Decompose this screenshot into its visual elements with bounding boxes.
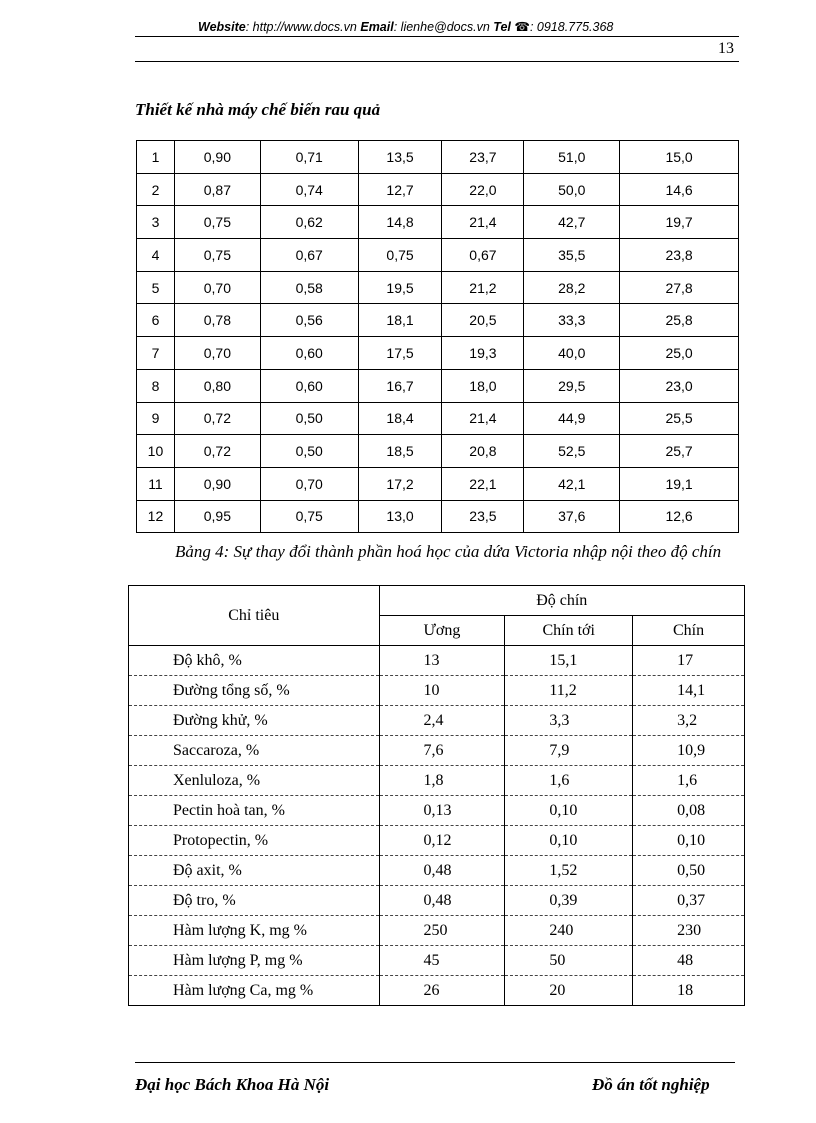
table-cell: 21,4: [442, 402, 524, 435]
table-cell: 0,75: [358, 239, 442, 272]
table-cell: 0,39: [505, 886, 633, 916]
table-cell: 42,7: [524, 206, 620, 239]
indicator-label: Hàm lượng Ca, mg %: [129, 976, 380, 1006]
email-value: : lienhe@docs.vn: [393, 20, 490, 34]
table-cell: 44,9: [524, 402, 620, 435]
table-cell: 7,6: [379, 736, 505, 766]
table-cell: 0,08: [633, 796, 745, 826]
document-subtitle: Thiết kế nhà máy chế biến rau quả: [135, 100, 381, 119]
table-cell: 1,8: [379, 766, 505, 796]
header-col-1: Chín tới: [505, 616, 633, 646]
table-row: [137, 369, 739, 402]
table-cell: 25,8: [620, 304, 739, 337]
indicator-label: Đường tổng số, %: [129, 676, 380, 706]
table-cell: 3,2: [633, 706, 745, 736]
table-cell: 250: [379, 916, 505, 946]
table-cell: 13,0: [358, 500, 442, 533]
table-cell: 0,10: [505, 826, 633, 856]
table-cell: 5: [137, 271, 175, 304]
table-cell: 19,7: [620, 206, 739, 239]
indicator-label: Saccaroza, %: [129, 736, 380, 766]
indicator-label: Độ tro, %: [129, 886, 380, 916]
table-cell: 27,8: [620, 271, 739, 304]
footer-rule: [135, 1062, 735, 1063]
table-caption: Bảng 4: Sự thay đổi thành phần hoá học của dứa Victoria nhập nội theo độ chín: [175, 542, 722, 561]
table-cell: 20,8: [442, 435, 524, 468]
table-cell: 20,5: [442, 304, 524, 337]
table-cell: 0,10: [633, 826, 745, 856]
table-cell: 0,50: [260, 435, 358, 468]
table-row: [129, 826, 745, 856]
header-col-0: Ương: [379, 616, 505, 646]
table-cell: 3,3: [505, 706, 633, 736]
tel-label: Tel: [493, 20, 511, 34]
table-cell: 0,95: [174, 500, 260, 533]
table-row: [137, 141, 739, 174]
table-cell: 0,75: [174, 206, 260, 239]
table-cell: 0,70: [174, 337, 260, 370]
table-cell: 14,8: [358, 206, 442, 239]
table-cell: 0,70: [174, 271, 260, 304]
table-cell: 10,9: [633, 736, 745, 766]
table-cell: 11,2: [505, 676, 633, 706]
data-table-2: [128, 585, 745, 1006]
data-table-1: [136, 140, 739, 533]
table-cell: 17: [633, 646, 745, 676]
table-row: [129, 886, 745, 916]
table-cell: 17,5: [358, 337, 442, 370]
table-cell: 0,67: [260, 239, 358, 272]
table-row: [137, 239, 739, 272]
table-cell: 0,78: [174, 304, 260, 337]
table-cell: 33,3: [524, 304, 620, 337]
indicator-label: Pectin hoà tan, %: [129, 796, 380, 826]
table-cell: 42,1: [524, 467, 620, 500]
table-cell: 0,60: [260, 337, 358, 370]
tel-value: : 0918.775.368: [529, 20, 614, 34]
table-cell: 18,4: [358, 402, 442, 435]
email-label: Email: [360, 20, 394, 34]
table-cell: 0,75: [174, 239, 260, 272]
table-cell: 21,4: [442, 206, 524, 239]
table-cell: 14,6: [620, 173, 739, 206]
table-cell: 14,1: [633, 676, 745, 706]
table-cell: 15,1: [505, 646, 633, 676]
table-cell: 50: [505, 946, 633, 976]
table-cell: 23,0: [620, 369, 739, 402]
table-cell: 8: [137, 369, 175, 402]
table-row: [129, 796, 745, 826]
website-label: Website: [198, 20, 246, 34]
table-cell: 9: [137, 402, 175, 435]
table-cell: 48: [633, 946, 745, 976]
table-cell: 37,6: [524, 500, 620, 533]
indicator-label: Độ axit, %: [129, 856, 380, 886]
page-number: 13: [718, 40, 734, 57]
table-cell: 1,6: [505, 766, 633, 796]
table-cell: 0,50: [633, 856, 745, 886]
table-cell: 0,72: [174, 435, 260, 468]
table-row: [137, 467, 739, 500]
table-cell: 0,90: [174, 467, 260, 500]
header-indicator: Chỉ tiêu: [129, 586, 380, 646]
table-row: [129, 706, 745, 736]
table-row: [129, 736, 745, 766]
table-cell: 7,9: [505, 736, 633, 766]
table-cell: 0,13: [379, 796, 505, 826]
table-row: [129, 976, 745, 1006]
table-cell: 1,52: [505, 856, 633, 886]
table-cell: 23,7: [442, 141, 524, 174]
table-cell: 52,5: [524, 435, 620, 468]
table-cell: 0,67: [442, 239, 524, 272]
table-row: [137, 337, 739, 370]
table-row: [129, 646, 745, 676]
table-cell: 240: [505, 916, 633, 946]
phone-icon: ☎: [514, 20, 530, 34]
table-cell: 13: [379, 646, 505, 676]
table-cell: 2,4: [379, 706, 505, 736]
table-cell: 18,0: [442, 369, 524, 402]
table-cell: 23,5: [442, 500, 524, 533]
header-rule-bottom: [135, 61, 739, 62]
table-cell: 50,0: [524, 173, 620, 206]
table-cell: 20: [505, 976, 633, 1006]
table-cell: 0,80: [174, 369, 260, 402]
table-cell: 25,7: [620, 435, 739, 468]
indicator-label: Đường khử, %: [129, 706, 380, 736]
table-row: [137, 271, 739, 304]
table-cell: 11: [137, 467, 175, 500]
table-cell: 0,56: [260, 304, 358, 337]
indicator-label: Độ khô, %: [129, 646, 380, 676]
table-row: [137, 500, 739, 533]
table-cell: 51,0: [524, 141, 620, 174]
table-cell: 19,1: [620, 467, 739, 500]
table-cell: 1: [137, 141, 175, 174]
table-cell: 10: [137, 435, 175, 468]
indicator-label: Hàm lượng K, mg %: [129, 916, 380, 946]
table-row: [129, 946, 745, 976]
table-row: [137, 173, 739, 206]
table-cell: 0,50: [260, 402, 358, 435]
table-cell: 16,7: [358, 369, 442, 402]
table-cell: 17,2: [358, 467, 442, 500]
table-cell: 12: [137, 500, 175, 533]
table-cell: 19,3: [442, 337, 524, 370]
table-cell: 18: [633, 976, 745, 1006]
table-cell: 12,6: [620, 500, 739, 533]
table-cell: 0,48: [379, 856, 505, 886]
table-cell: 0,12: [379, 826, 505, 856]
table-row: [129, 676, 745, 706]
table-cell: 29,5: [524, 369, 620, 402]
website-value: : http://www.docs.vn: [245, 20, 357, 34]
indicator-label: Hàm lượng P, mg %: [129, 946, 380, 976]
table-row: [129, 766, 745, 796]
table-cell: 0,70: [260, 467, 358, 500]
table-cell: 45: [379, 946, 505, 976]
footer-project: Đồ án tốt nghiệp: [592, 1075, 710, 1094]
table-cell: 0,87: [174, 173, 260, 206]
table-row: [137, 435, 739, 468]
table-cell: 25,5: [620, 402, 739, 435]
header-rule-top: [135, 36, 739, 37]
header-contact-line: [198, 19, 678, 34]
table-cell: 230: [633, 916, 745, 946]
table-row: [137, 304, 739, 337]
table-cell: 0,37: [633, 886, 745, 916]
table-cell: 6: [137, 304, 175, 337]
table-cell: 7: [137, 337, 175, 370]
table-cell: 13,5: [358, 141, 442, 174]
table-row: [129, 856, 745, 886]
table-cell: 12,7: [358, 173, 442, 206]
header-ripeness: Độ chín: [379, 586, 744, 616]
table-row: [129, 916, 745, 946]
table-cell: 23,8: [620, 239, 739, 272]
table-cell: 0,71: [260, 141, 358, 174]
table-cell: 0,74: [260, 173, 358, 206]
table-cell: 0,62: [260, 206, 358, 239]
table-cell: 1,6: [633, 766, 745, 796]
table-cell: 18,5: [358, 435, 442, 468]
table-cell: 18,1: [358, 304, 442, 337]
table-cell: 0,58: [260, 271, 358, 304]
table-cell: 0,72: [174, 402, 260, 435]
table-cell: 25,0: [620, 337, 739, 370]
table-cell: 40,0: [524, 337, 620, 370]
table-cell: 0,90: [174, 141, 260, 174]
indicator-label: Xenluloza, %: [129, 766, 380, 796]
table-cell: 28,2: [524, 271, 620, 304]
table-cell: 2: [137, 173, 175, 206]
footer-university: Đại học Bách Khoa Hà Nội: [135, 1075, 330, 1094]
table-cell: 22,0: [442, 173, 524, 206]
table-cell: 0,75: [260, 500, 358, 533]
table-row: [137, 206, 739, 239]
table-cell: 0,48: [379, 886, 505, 916]
table-cell: 15,0: [620, 141, 739, 174]
table-cell: 10: [379, 676, 505, 706]
table-cell: 0,60: [260, 369, 358, 402]
table-cell: 21,2: [442, 271, 524, 304]
table-cell: 22,1: [442, 467, 524, 500]
table-cell: 0,10: [505, 796, 633, 826]
table-cell: 35,5: [524, 239, 620, 272]
table-cell: 4: [137, 239, 175, 272]
table-cell: 19,5: [358, 271, 442, 304]
header-col-2: Chín: [633, 616, 745, 646]
indicator-label: Protopectin, %: [129, 826, 380, 856]
table-row: [137, 402, 739, 435]
table-cell: 26: [379, 976, 505, 1006]
table-cell: 3: [137, 206, 175, 239]
